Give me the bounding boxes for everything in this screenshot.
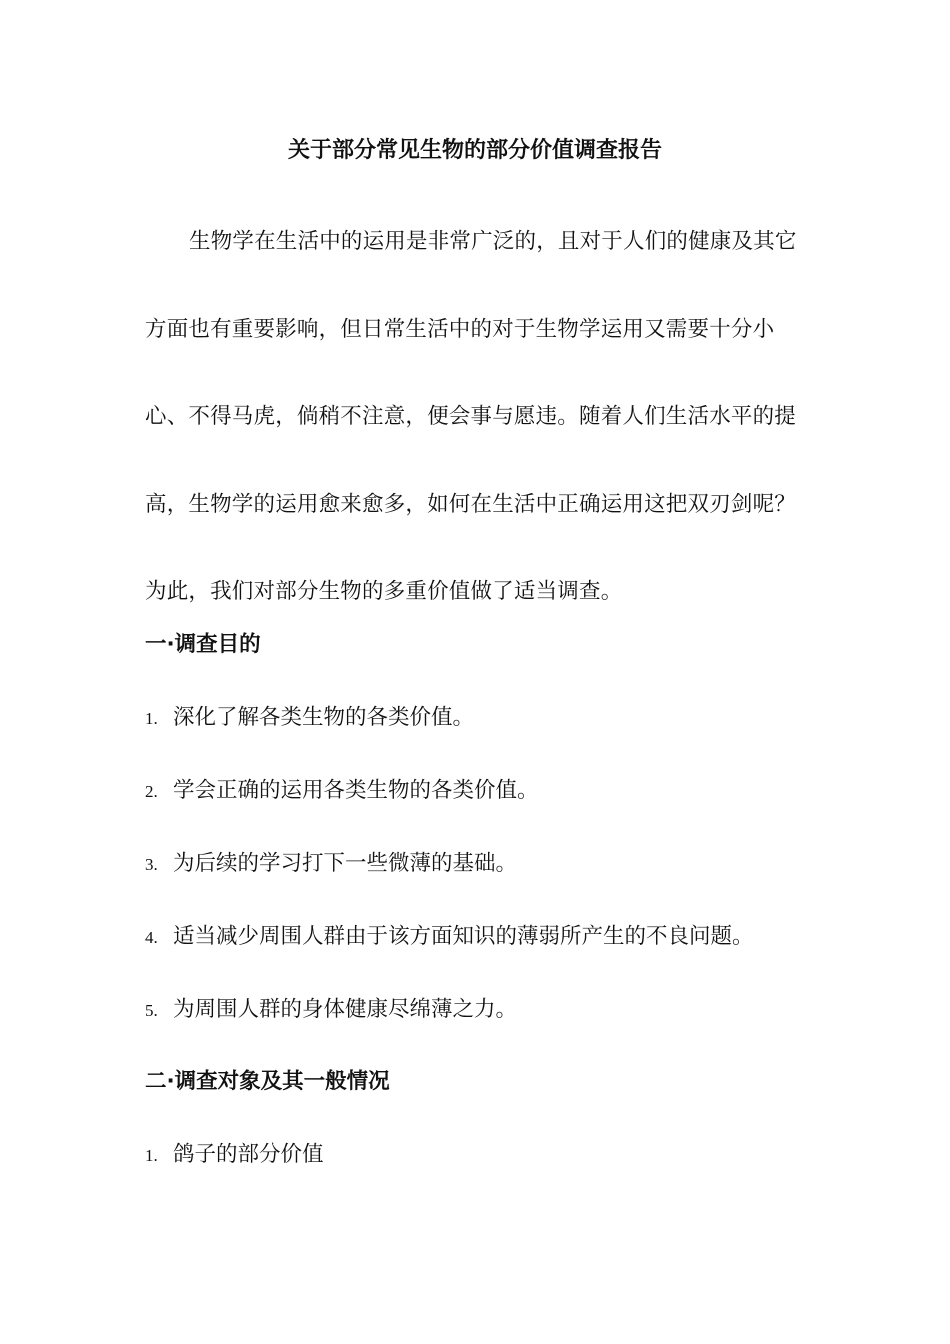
list-item: [145, 701, 474, 736]
list-item: [145, 993, 517, 1028]
list-item: [145, 1138, 324, 1173]
list-item-text: 为后续的学习打下一些微薄的基础。: [173, 851, 518, 876]
list-item-number: 1.: [145, 709, 158, 728]
list-item: [145, 847, 517, 882]
list-item-text: 为周围人群的身体健康尽绵薄之力。: [173, 997, 518, 1022]
list-item-text: 鸽子的部分价值: [173, 1142, 324, 1167]
list-item-number: 5.: [145, 1001, 158, 1020]
list-item-number: 1.: [145, 1146, 158, 1165]
list-item: [145, 774, 539, 809]
list-item-number: 4.: [145, 928, 158, 947]
list-item: [145, 920, 754, 955]
section-heading-subjects: 二·调查对象及其一般情况: [145, 1069, 390, 1094]
list-item-text: 深化了解各类生物的各类价值。: [173, 705, 475, 730]
document-title: 关于部分常见生物的部分价值调查报告: [287, 138, 662, 163]
intro-paragraph: 生物学在生活中的运用是非常广泛的，且对于人们的健康及其它方面也有重要影响，但日常生活中的对于生物学运用又需要十分小心、不得马虎，倘稍不注意，便会事与愿违。随着人们生活水平的提高，生物学的运用愈来愈多，如何在生活中正确运用这把双刃剑呢？为此，我们对部分生物的多重价值做了适当调查。: [145, 229, 797, 604]
list-item-number: 2.: [145, 782, 158, 801]
list-item-text: 适当减少周围人群由于该方面知识的薄弱所产生的不良问题。: [173, 924, 754, 949]
list-item-text: 学会正确的运用各类生物的各类价值。: [173, 778, 539, 803]
list-item-number: 3.: [145, 855, 158, 874]
section-heading-purpose: 一·调查目的: [145, 632, 261, 657]
